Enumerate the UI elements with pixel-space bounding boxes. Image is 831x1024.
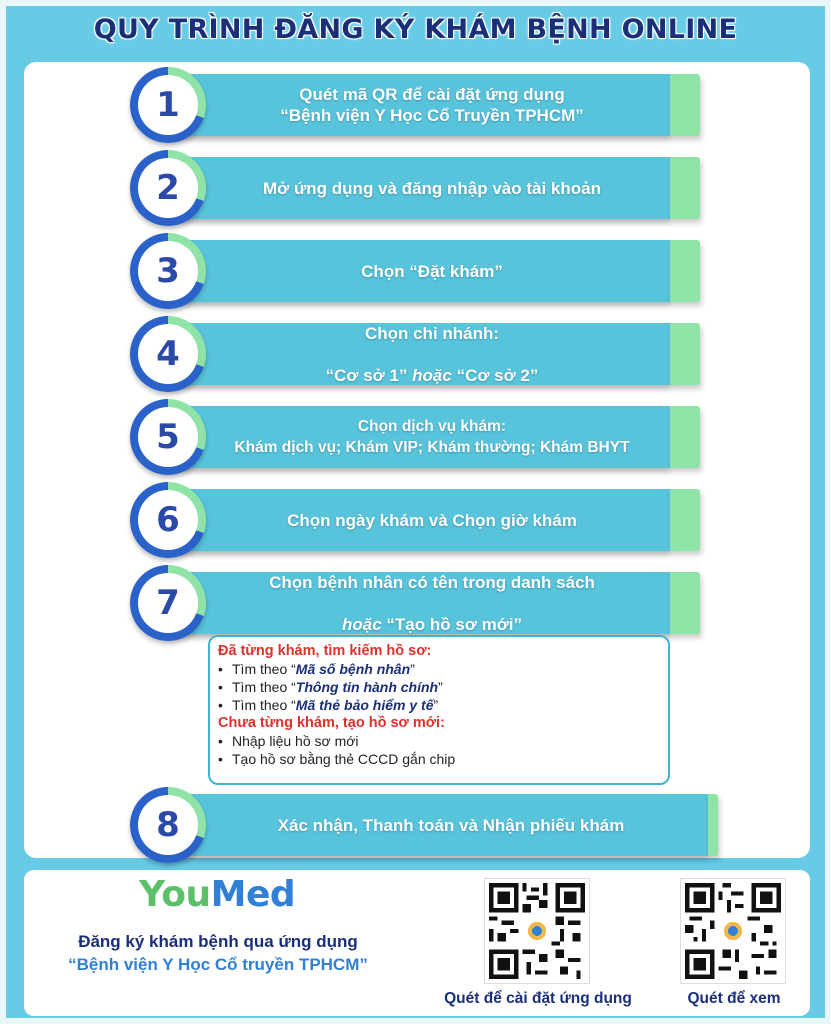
step-7-tail	[670, 572, 700, 634]
search-option: Mã số bệnh nhân	[295, 661, 411, 677]
create-item-1	[218, 732, 658, 750]
bullet-icon: •	[218, 697, 223, 713]
step-4	[24, 313, 810, 395]
step-7-or: hoặc	[341, 614, 382, 634]
bullet-icon: •	[218, 679, 223, 695]
step-4-line1: Chọn chi nhánh:	[364, 323, 500, 343]
step-8-bar	[162, 794, 710, 856]
qr-code-install[interactable]	[484, 878, 590, 984]
step-5-tail	[670, 406, 700, 468]
search-item-3	[218, 696, 658, 714]
step-6	[24, 479, 810, 561]
page-title: QUY TRÌNH ĐĂNG KÝ KHÁM BỆNH ONLINE	[93, 14, 738, 45]
step-1-text: Quét mã QR để cài đặt ứng dụng “Bệnh viện Y Học Cổ Truyền TPHCM”	[280, 85, 584, 125]
step-6-tail	[670, 489, 700, 551]
step-4-or: hoặc	[412, 365, 452, 385]
bullet-icon: •	[218, 751, 223, 767]
qr-view-icon	[681, 879, 785, 983]
footer-line-1: Đăng ký khám bệnh qua ứng dụng	[78, 932, 358, 951]
bullet-icon: •	[218, 733, 223, 749]
patient-info-box	[208, 635, 670, 785]
step-4-option-2: “Cơ sở 2”	[451, 365, 539, 385]
step-1-badge	[130, 67, 206, 143]
create-option: Nhập liệu hồ sơ mới	[232, 733, 359, 749]
step-7-line1: Chọn bệnh nhân có tên trong danh sách	[269, 572, 595, 592]
step-7	[24, 562, 810, 644]
qr-install-label: Quét để cài đặt ứng dụng	[444, 990, 632, 1007]
search-option: Mã thẻ bảo hiểm y tế	[295, 697, 434, 713]
bullet-icon: •	[218, 661, 223, 677]
step-4-option-1: “Cơ sở 1”	[325, 365, 413, 385]
step-8-text: Xác nhận, Thanh toán và Nhận phiếu khám	[277, 815, 625, 835]
step-7-bar	[162, 572, 672, 634]
step-7-option: “Tạo hồ sơ mới”	[381, 614, 523, 634]
step-3-badge	[130, 233, 206, 309]
search-prefix: Tìm theo “	[232, 697, 296, 713]
step-1-bar	[162, 74, 672, 136]
step-4-number: 4	[138, 324, 198, 384]
step-1-tail	[670, 74, 700, 136]
step-3	[24, 230, 810, 312]
step-6-text: Chọn ngày khám và Chọn giờ khám	[287, 510, 577, 530]
step-8-tail	[708, 794, 718, 856]
step-2-bar	[162, 157, 672, 219]
search-suffix: ”	[410, 661, 415, 677]
step-4-tail	[670, 323, 700, 385]
step-5-number: 5	[138, 407, 198, 467]
step-5	[24, 396, 810, 478]
step-6-badge	[130, 482, 206, 558]
logo-med: Med	[210, 874, 296, 915]
qr-code-view[interactable]	[680, 878, 786, 984]
footer-line-2: “Bệnh viện Y Học Cổ truyền TPHCM”	[68, 955, 368, 974]
qr-install-icon	[485, 879, 589, 983]
search-option: Thông tin hành chính	[295, 679, 439, 695]
step-3-number: 3	[138, 241, 198, 301]
step-7-badge	[130, 565, 206, 641]
search-item-1	[218, 660, 658, 678]
step-3-bar	[162, 240, 672, 302]
create-item-2	[218, 750, 658, 768]
step-2	[24, 147, 810, 229]
step-8-badge	[130, 787, 206, 863]
step-2-badge	[130, 150, 206, 226]
step-8	[24, 784, 810, 866]
step-5-bar	[162, 406, 672, 468]
step-2-tail	[670, 157, 700, 219]
step-1-number: 1	[138, 75, 198, 135]
search-heading: Đã từng khám, tìm kiếm hồ sơ:	[218, 643, 432, 659]
search-suffix: ”	[438, 679, 443, 695]
step-4-line2	[326, 365, 539, 386]
step-4-bar	[162, 323, 672, 385]
step-3-tail	[670, 240, 700, 302]
step-6-bar	[162, 489, 672, 551]
search-item-2	[218, 678, 658, 696]
step-2-text: Mở ứng dụng và đăng nhập vào tài khoản	[263, 178, 601, 198]
search-suffix: ”	[433, 697, 439, 713]
step-8-number: 8	[138, 795, 198, 855]
create-heading: Chưa từng khám, tạo hồ sơ mới:	[218, 715, 445, 731]
youmed-logo	[139, 874, 295, 915]
footer-panel	[24, 870, 810, 1016]
step-7-number: 7	[138, 573, 198, 633]
qr-view-label: Quét để xem	[687, 990, 781, 1007]
step-5-text: Chọn dịch vụ khám: Khám dịch vụ; Khám VIP; Khám thường; Khám BHYT	[234, 418, 630, 456]
step-4-text	[326, 302, 539, 407]
step-2-number: 2	[138, 158, 198, 218]
step-5-badge	[130, 399, 206, 475]
search-prefix: Tìm theo “	[232, 679, 296, 695]
step-3-text: Chọn “Đặt khám”	[361, 261, 503, 281]
search-prefix: Tìm theo “	[232, 661, 296, 677]
steps-panel	[24, 62, 810, 858]
step-6-number: 6	[138, 490, 198, 550]
create-option: Tạo hồ sơ bằng thẻ CCCD gắn chip	[232, 751, 456, 767]
step-1	[24, 64, 810, 146]
step-7-line2	[269, 614, 595, 635]
step-4-badge	[130, 316, 206, 392]
logo-you: You	[139, 874, 211, 915]
